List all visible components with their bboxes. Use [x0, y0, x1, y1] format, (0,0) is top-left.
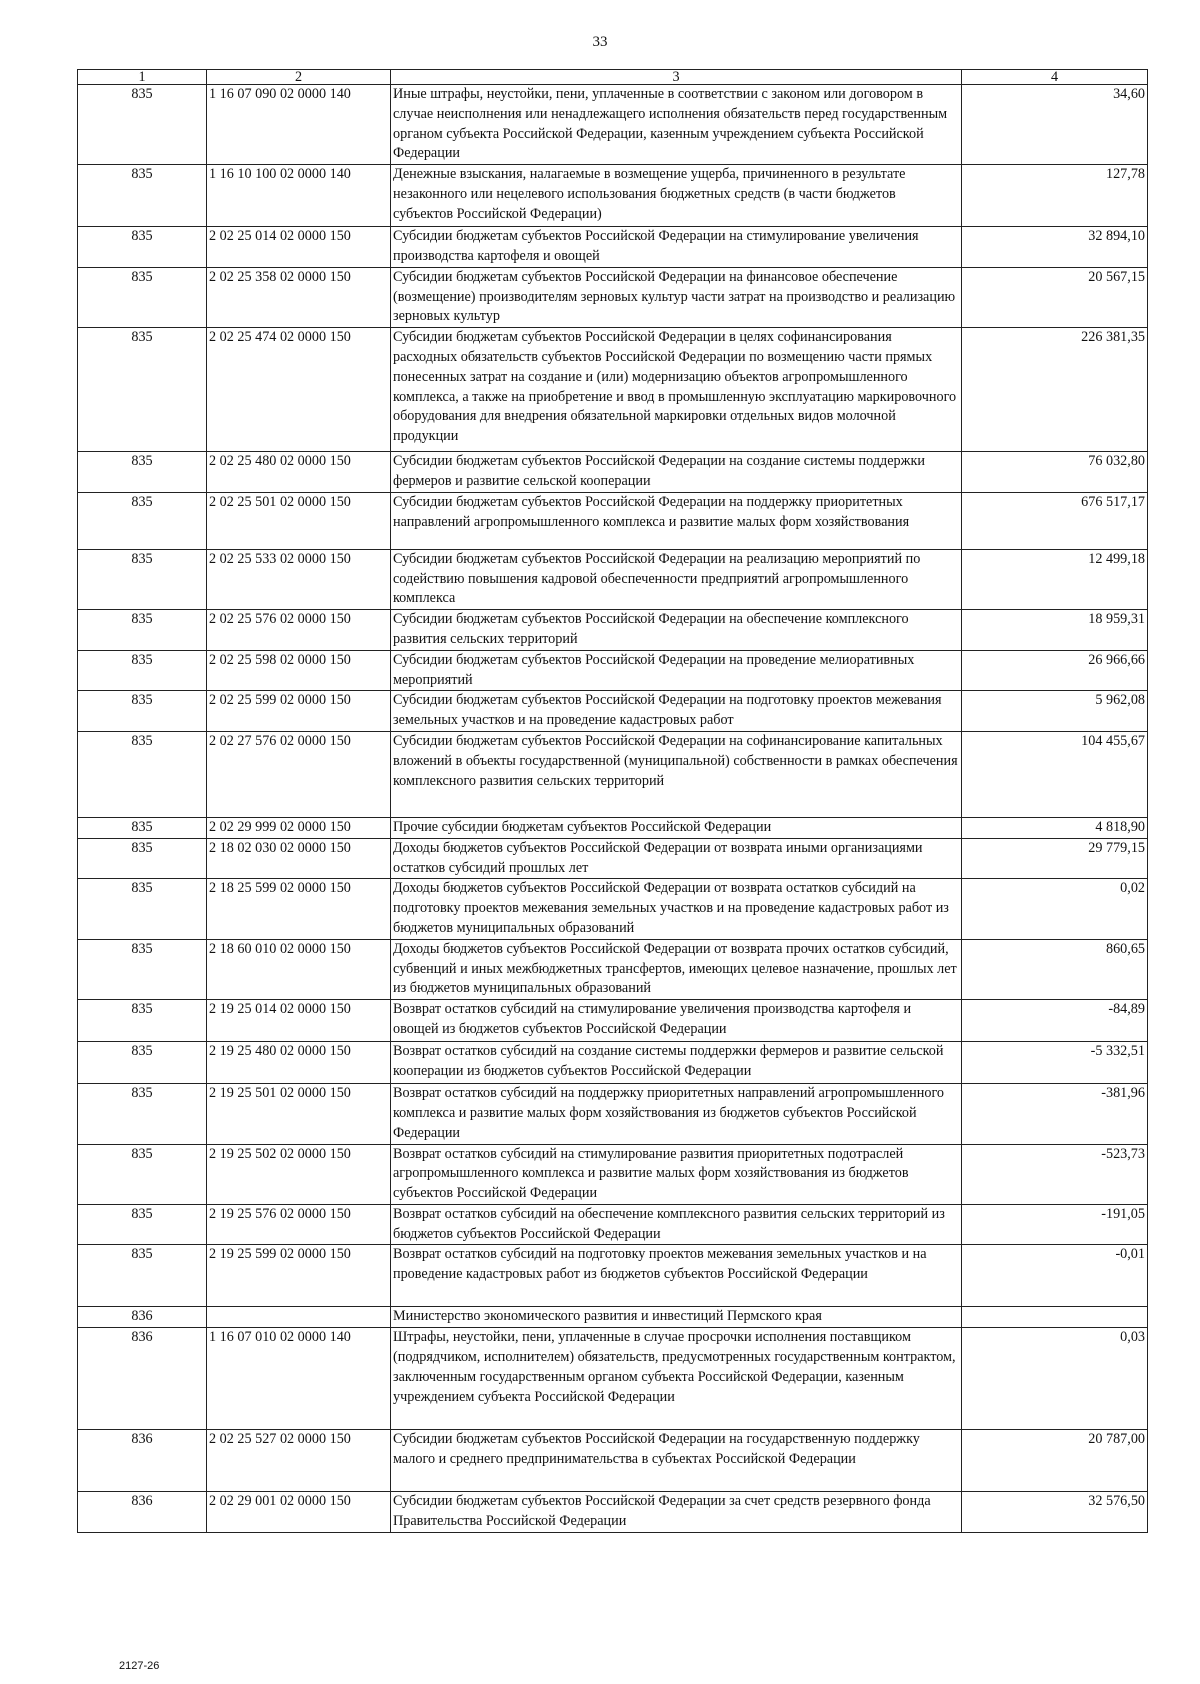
table-row — [78, 650, 1148, 691]
revenue-code-cell: 2 18 25 599 02 0000 150 — [207, 879, 391, 939]
description-cell: Субсидии бюджетам субъектов Российской Федерации в целях софинансирования расходных обязательств субъектов Российской Федерации по возмещению части прямых понесенных затрат на создание и (или) модернизацию объектов агропромышленного комплекса, а также на приобретение и ввод в промышленную эксплуатацию маркировочного оборудования для внедрения обязательной маркировки отдельных видов молочной продукции — [391, 328, 962, 452]
amount-cell: -381,96 — [962, 1084, 1148, 1144]
admin-code-cell: 835 — [78, 731, 207, 817]
description-cell: Субсидии бюджетам субъектов Российской Федерации на создание системы поддержки фермеров и развитие сельской кооперации — [391, 452, 962, 493]
admin-code-cell: 835 — [78, 492, 207, 549]
revenue-code-cell: 2 02 25 527 02 0000 150 — [207, 1430, 391, 1492]
amount-cell: 18 959,31 — [962, 610, 1148, 651]
amount-cell — [962, 1307, 1148, 1328]
description-cell: Доходы бюджетов субъектов Российской Федерации от возврата остатков субсидий на подготовку проектов межевания земельных участков и на проведение кадастровых работ из бюджетов муниципальных образований — [391, 879, 962, 939]
amount-cell: 76 032,80 — [962, 452, 1148, 493]
table-row — [78, 1430, 1148, 1492]
amount-cell: 0,03 — [962, 1328, 1148, 1430]
table-row — [78, 1042, 1148, 1084]
amount-cell: -523,73 — [962, 1144, 1148, 1204]
table-row — [78, 549, 1148, 609]
description-cell: Субсидии бюджетам субъектов Российской Федерации на государственную поддержку малого и среднего предпринимательства в субъектах Российской Федерации — [391, 1430, 962, 1492]
amount-cell: 32 894,10 — [962, 227, 1148, 268]
revenue-code-cell: 2 19 25 576 02 0000 150 — [207, 1204, 391, 1245]
description-cell: Возврат остатков субсидий на подготовку проектов межевания земельных участков и на проведение кадастровых работ из бюджетов субъектов Российской Федерации — [391, 1245, 962, 1307]
table-row — [78, 838, 1148, 879]
amount-cell: 34,60 — [962, 85, 1148, 165]
revenue-code-cell: 2 02 25 480 02 0000 150 — [207, 452, 391, 493]
admin-code-cell: 835 — [78, 549, 207, 609]
amount-cell: 676 517,17 — [962, 492, 1148, 549]
revenue-code-cell: 2 19 25 502 02 0000 150 — [207, 1144, 391, 1204]
table-row — [78, 1245, 1148, 1307]
table-row — [78, 691, 1148, 732]
description-cell: Субсидии бюджетам субъектов Российской Федерации на поддержку приоритетных направлений агропромышленного комплекса и развитие малых форм хозяйствования — [391, 492, 962, 549]
table-row — [78, 165, 1148, 227]
amount-cell: -5 332,51 — [962, 1042, 1148, 1084]
admin-code-cell: 835 — [78, 691, 207, 732]
admin-code-cell: 835 — [78, 838, 207, 879]
admin-code-cell: 835 — [78, 879, 207, 939]
revenue-code-cell — [207, 1307, 391, 1328]
admin-code-cell: 835 — [78, 1042, 207, 1084]
table-row — [78, 879, 1148, 939]
table-row — [78, 492, 1148, 549]
revenue-code-cell: 2 19 25 480 02 0000 150 — [207, 1042, 391, 1084]
admin-code-cell: 835 — [78, 650, 207, 691]
admin-code-cell: 835 — [78, 267, 207, 327]
description-cell: Доходы бюджетов субъектов Российской Федерации от возврата иными организациями остатков субсидий прошлых лет — [391, 838, 962, 879]
admin-code-cell: 836 — [78, 1430, 207, 1492]
description-cell: Прочие субсидии бюджетам субъектов Российской Федерации — [391, 817, 962, 838]
header-col-3: 3 — [391, 70, 962, 85]
revenue-code-cell: 2 02 25 474 02 0000 150 — [207, 328, 391, 452]
admin-code-cell: 835 — [78, 1000, 207, 1042]
admin-code-cell: 836 — [78, 1307, 207, 1328]
description-cell: Денежные взыскания, налагаемые в возмещение ущерба, причиненного в результате незаконного или нецелевого использования бюджетных средств (в части бюджетов субъектов Российской Федерации) — [391, 165, 962, 227]
admin-code-cell: 835 — [78, 165, 207, 227]
admin-code-cell: 835 — [78, 85, 207, 165]
table-header-row — [78, 70, 1148, 85]
table-row — [78, 1144, 1148, 1204]
admin-code-cell: 835 — [78, 817, 207, 838]
admin-code-cell: 836 — [78, 1492, 207, 1533]
description-cell: Субсидии бюджетам субъектов Российской Федерации на подготовку проектов межевания земельных участков и на проведение кадастровых работ — [391, 691, 962, 732]
admin-code-cell: 835 — [78, 452, 207, 493]
amount-cell: 32 576,50 — [962, 1492, 1148, 1533]
description-cell: Субсидии бюджетам субъектов Российской Федерации на реализацию мероприятий по содействию повышения кадровой обеспеченности предприятий агропромышленного комплекса — [391, 549, 962, 609]
description-cell: Возврат остатков субсидий на создание системы поддержки фермеров и развитие сельской кооперации из бюджетов субъектов Российской Федерации — [391, 1042, 962, 1084]
amount-cell: 4 818,90 — [962, 817, 1148, 838]
amount-cell: 860,65 — [962, 939, 1148, 999]
amount-cell: -0,01 — [962, 1245, 1148, 1307]
revenue-code-cell: 2 19 25 501 02 0000 150 — [207, 1084, 391, 1144]
description-cell: Субсидии бюджетам субъектов Российской Федерации на обеспечение комплексного развития сельских территорий — [391, 610, 962, 651]
revenue-code-cell: 2 02 25 598 02 0000 150 — [207, 650, 391, 691]
amount-cell: 29 779,15 — [962, 838, 1148, 879]
amount-cell: 26 966,66 — [962, 650, 1148, 691]
table-row — [78, 1000, 1148, 1042]
table-row — [78, 328, 1148, 452]
table-row — [78, 227, 1148, 268]
description-cell: Возврат остатков субсидий на обеспечение комплексного развития сельских территорий из бюджетов субъектов Российской Федерации — [391, 1204, 962, 1245]
admin-code-cell: 835 — [78, 610, 207, 651]
description-cell: Субсидии бюджетам субъектов Российской Федерации на финансовое обеспечение (возмещение) производителям зерновых культур части затрат на производство и реализацию зерновых культур — [391, 267, 962, 327]
table-row — [78, 817, 1148, 838]
description-cell: Субсидии бюджетам субъектов Российской Федерации на проведение мелиоративных мероприятий — [391, 650, 962, 691]
description-cell: Министерство экономического развития и инвестиций Пермского края — [391, 1307, 962, 1328]
amount-cell: 127,78 — [962, 165, 1148, 227]
amount-cell: 12 499,18 — [962, 549, 1148, 609]
table-row — [78, 85, 1148, 165]
amount-cell: 0,02 — [962, 879, 1148, 939]
description-cell: Иные штрафы, неустойки, пени, уплаченные в соответствии с законом или договором в случае неисполнения или ненадлежащего исполнения обязательств перед государственным органом субъекта Российской Федерации, казенным учреждением субъекта Российской Федерации — [391, 85, 962, 165]
admin-code-cell: 835 — [78, 227, 207, 268]
table-row — [78, 1084, 1148, 1144]
description-cell: Субсидии бюджетам субъектов Российской Федерации на стимулирование увеличения производства картофеля и овощей — [391, 227, 962, 268]
amount-cell: 104 455,67 — [962, 731, 1148, 817]
description-cell: Штрафы, неустойки, пени, уплаченные в случае просрочки исполнения поставщиком (подрядчиком, исполнителем) обязательств, предусмотренных государственным контрактом, заключенным государственным органом субъекта Российской Федерации, казенным учреждением субъекта Российской Федерации — [391, 1328, 962, 1430]
revenue-code-cell: 2 02 25 358 02 0000 150 — [207, 267, 391, 327]
revenue-code-cell: 2 02 27 576 02 0000 150 — [207, 731, 391, 817]
table-row — [78, 1492, 1148, 1533]
amount-cell: 5 962,08 — [962, 691, 1148, 732]
description-cell: Возврат остатков субсидий на стимулирование увеличения производства картофеля и овощей из бюджетов субъектов Российской Федерации — [391, 1000, 962, 1042]
table-row — [78, 1328, 1148, 1430]
revenue-code-cell: 2 02 25 533 02 0000 150 — [207, 549, 391, 609]
description-cell: Субсидии бюджетам субъектов Российской Федерации на софинансирование капитальных вложений в объекты государственной (муниципальной) собственности в рамках обеспечения комплексного развития сельских территорий — [391, 731, 962, 817]
revenue-code-cell: 2 18 02 030 02 0000 150 — [207, 838, 391, 879]
admin-code-cell: 835 — [78, 1245, 207, 1307]
header-col-4: 4 — [962, 70, 1148, 85]
table-row — [78, 267, 1148, 327]
revenue-code-cell: 1 16 07 090 02 0000 140 — [207, 85, 391, 165]
admin-code-cell: 835 — [78, 1084, 207, 1144]
revenue-code-cell: 2 19 25 599 02 0000 150 — [207, 1245, 391, 1307]
table-row — [78, 610, 1148, 651]
amount-cell: 226 381,35 — [962, 328, 1148, 452]
revenue-code-cell: 2 02 25 599 02 0000 150 — [207, 691, 391, 732]
table-row — [78, 939, 1148, 999]
table-row — [78, 452, 1148, 493]
budget-revenue-table — [77, 69, 1148, 1533]
admin-code-cell: 835 — [78, 328, 207, 452]
header-col-2: 2 — [207, 70, 391, 85]
table-row — [78, 1204, 1148, 1245]
revenue-code-cell: 2 02 29 001 02 0000 150 — [207, 1492, 391, 1533]
document-code: 2127-26 — [119, 1660, 160, 1672]
revenue-code-cell: 2 19 25 014 02 0000 150 — [207, 1000, 391, 1042]
table-row — [78, 731, 1148, 817]
amount-cell: -84,89 — [962, 1000, 1148, 1042]
admin-code-cell: 835 — [78, 1144, 207, 1204]
revenue-code-cell: 2 02 25 501 02 0000 150 — [207, 492, 391, 549]
revenue-code-cell: 2 02 25 576 02 0000 150 — [207, 610, 391, 651]
table-row — [78, 1307, 1148, 1328]
header-col-1: 1 — [78, 70, 207, 85]
description-cell: Доходы бюджетов субъектов Российской Федерации от возврата прочих остатков субсидий, субвенций и иных межбюджетных трансфертов, имеющих целевое назначение, прошлых лет из бюджетов муниципальных образований — [391, 939, 962, 999]
description-cell: Возврат остатков субсидий на поддержку приоритетных направлений агропромышленного комплекса и развитие малых форм хозяйствования из бюджетов субъектов Российской Федерации — [391, 1084, 962, 1144]
amount-cell: 20 567,15 — [962, 267, 1148, 327]
page-number: 33 — [592, 34, 608, 50]
admin-code-cell: 835 — [78, 1204, 207, 1245]
admin-code-cell: 836 — [78, 1328, 207, 1430]
revenue-code-cell: 1 16 07 010 02 0000 140 — [207, 1328, 391, 1430]
description-cell: Субсидии бюджетам субъектов Российской Федерации за счет средств резервного фонда Правительства Российской Федерации — [391, 1492, 962, 1533]
revenue-code-cell: 2 18 60 010 02 0000 150 — [207, 939, 391, 999]
revenue-code-cell: 2 02 29 999 02 0000 150 — [207, 817, 391, 838]
revenue-code-cell: 1 16 10 100 02 0000 140 — [207, 165, 391, 227]
description-cell: Возврат остатков субсидий на стимулирование развития приоритетных подотраслей агропромышленного комплекса и развитие малых форм хозяйствования из бюджетов субъектов Российской Федерации — [391, 1144, 962, 1204]
amount-cell: 20 787,00 — [962, 1430, 1148, 1492]
amount-cell: -191,05 — [962, 1204, 1148, 1245]
revenue-code-cell: 2 02 25 014 02 0000 150 — [207, 227, 391, 268]
admin-code-cell: 835 — [78, 939, 207, 999]
